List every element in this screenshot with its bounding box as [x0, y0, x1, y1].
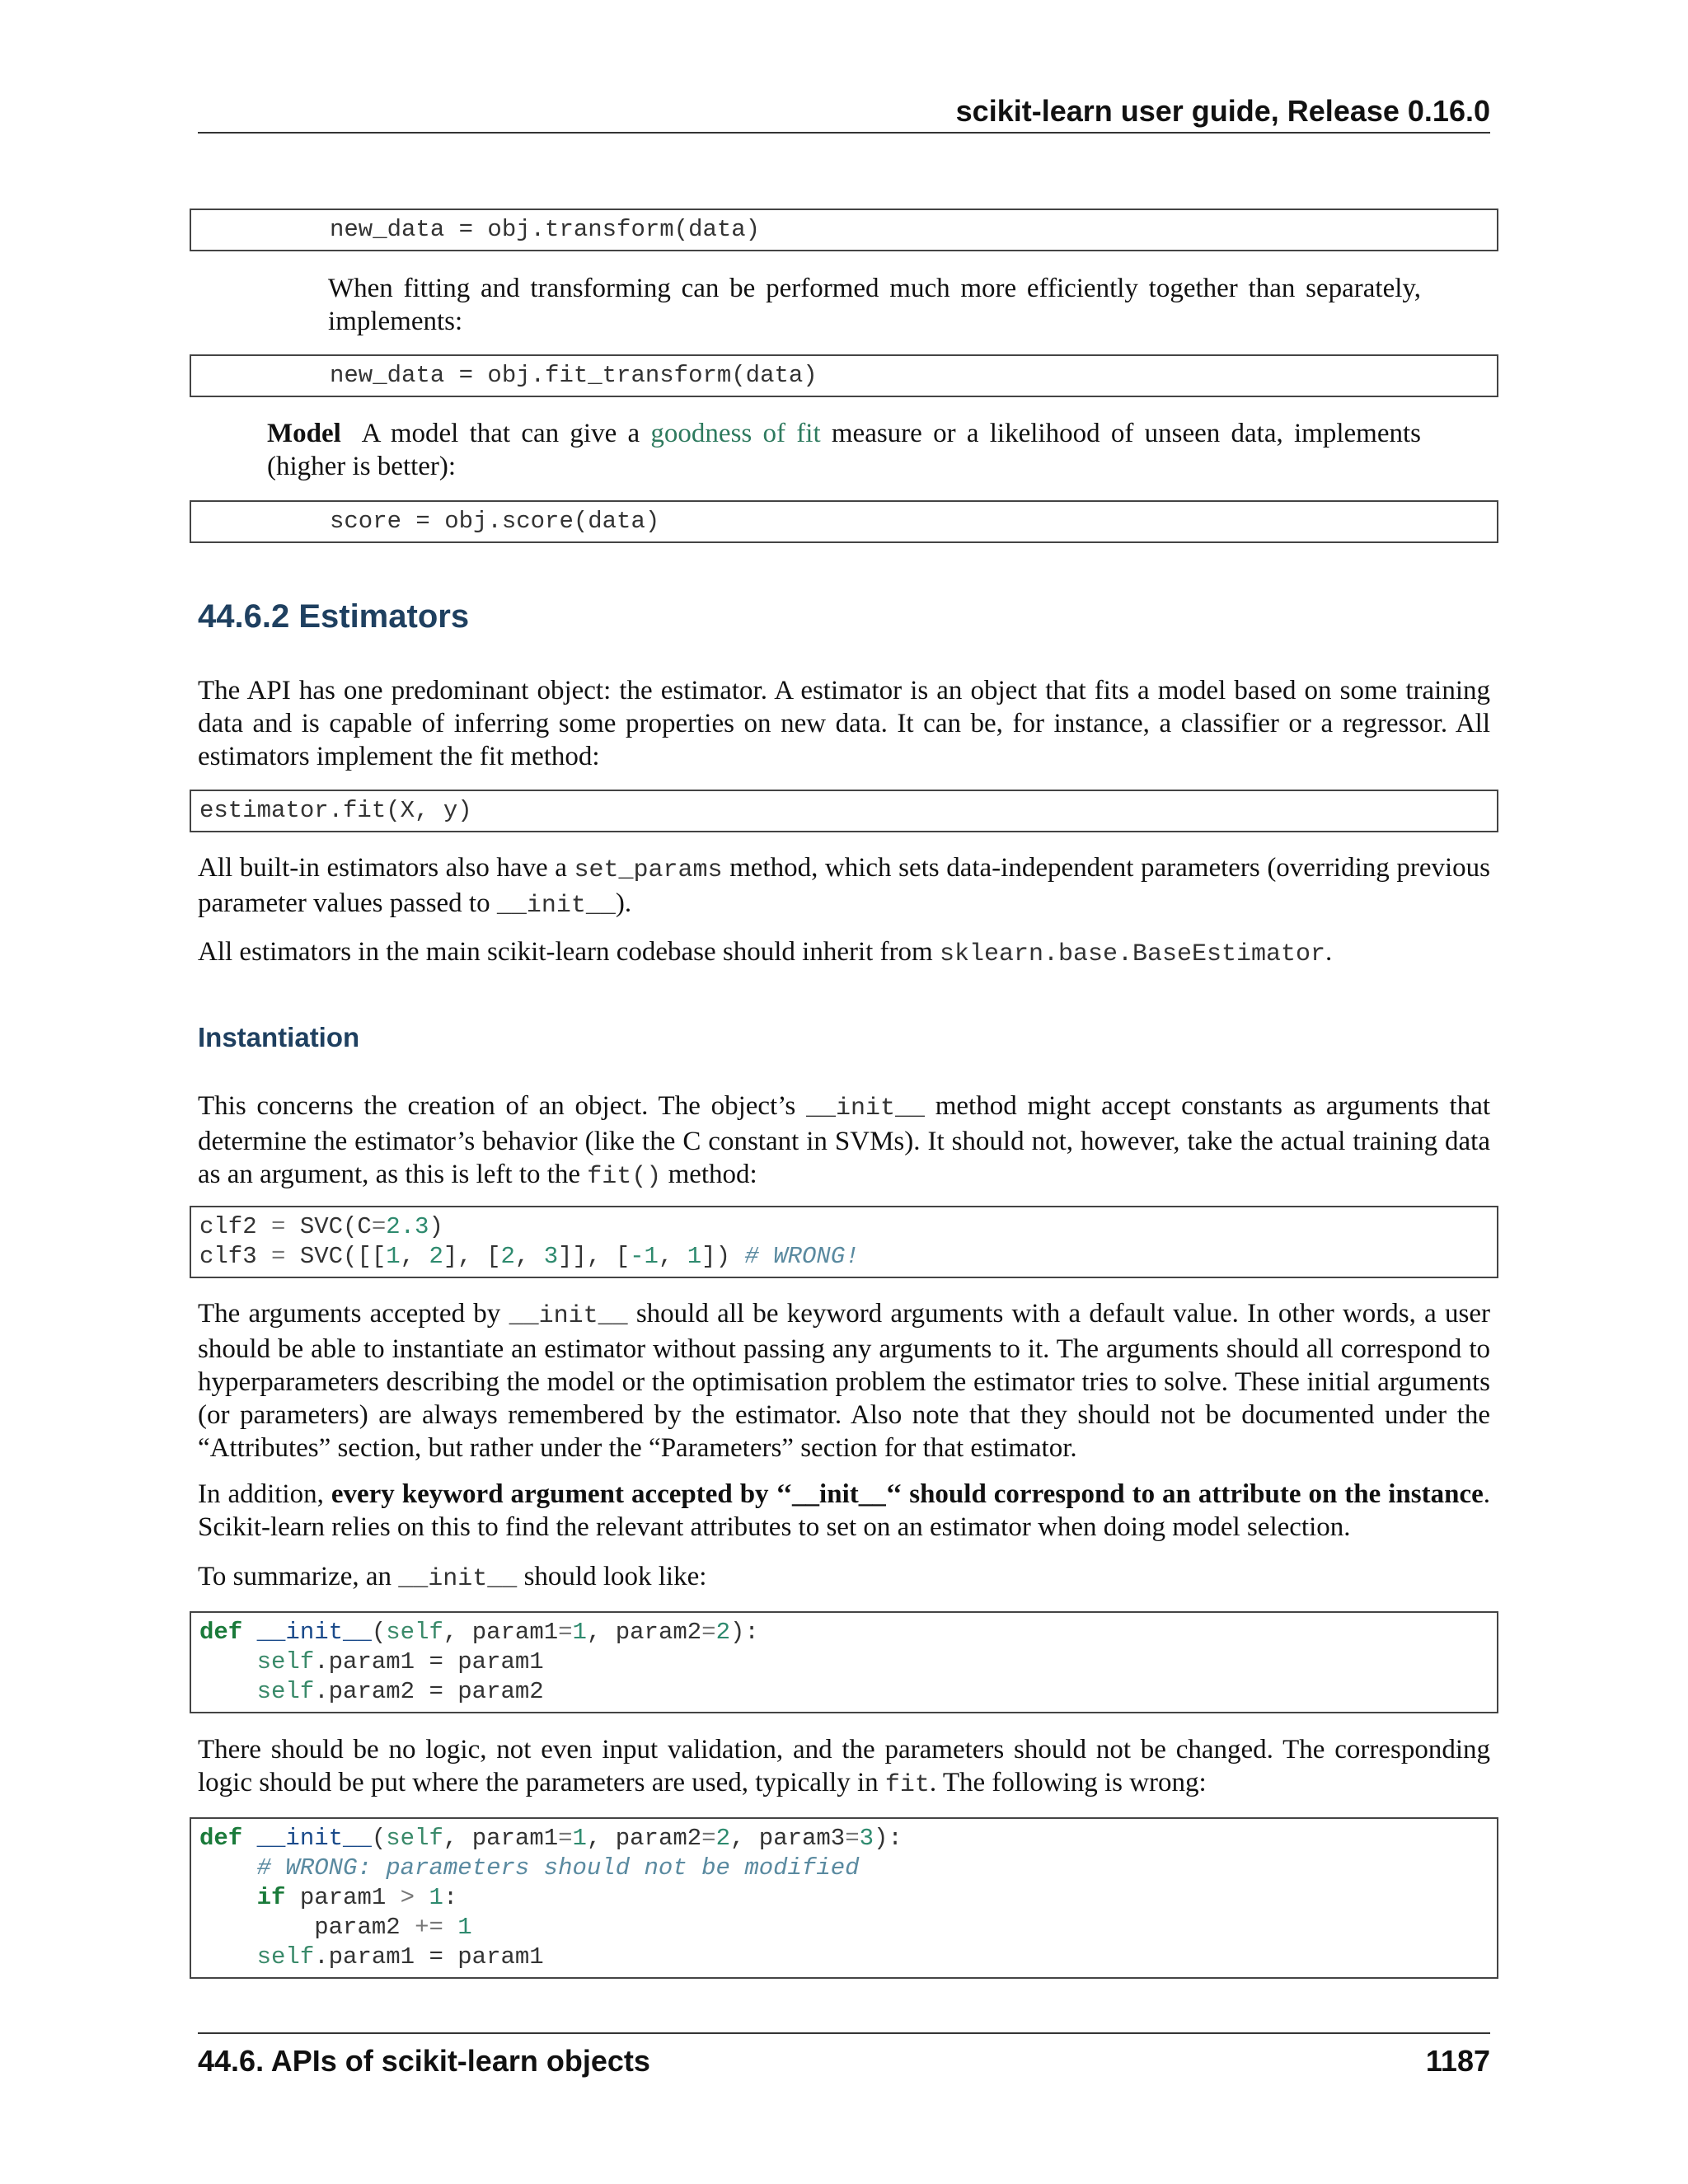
paragraph-api: The API has one predominant object: the estimator. A estimator is an object that fits a model based on some training data and is capable of inferring some properties on new data. It can be, for instance, a classifier or a regressor. All estimators implement the fit method: [198, 676, 1490, 771]
code-block-init-good [190, 1611, 1498, 1713]
goodness-of-fit-link[interactable]: goodness of fit [650, 419, 821, 448]
header-title: scikit-learn user guide, Release 0.16.0 [955, 94, 1490, 128]
code-block-transform [190, 209, 1498, 251]
paragraph-no-logic: There should be no logic, not even input validation, and the parameters should not be changed. The corresponding logic should be put where the parameters are used, typically in fit. The following is wrong: [198, 1735, 1490, 1799]
footer-section: 44.6. APIs of scikit-learn objects [198, 2044, 650, 2078]
code-block-estimator-fit [190, 790, 1498, 832]
definition-term: Model [267, 419, 341, 448]
code-line: new_data = obj.transform(data) [330, 216, 761, 243]
paragraph-inherit: All estimators in the main scikit-learn codebase should inherit from sklearn.base.BaseEstimator. [198, 937, 1333, 968]
code-line: self.param1 = param1 [256, 1648, 544, 1675]
section-heading: 44.6.2 Estimators [198, 598, 470, 635]
paragraph-fit-transform: When fitting and transforming can be performed much more efficiently together than separately, implements: [328, 274, 1421, 336]
code-line: def __init__(self, param1=1, param2=2, param3=3): [199, 1825, 903, 1852]
code-block-score [190, 500, 1498, 543]
paragraph-arguments: The arguments accepted by __init__ should all be keyword arguments with a default value. In other words, a user should be able to instantiate an estimator without passing any arguments to it. The arguments should all correspond to hyperparameters describing the model or the optimisation problem the estimator tries to solve. These initial arguments (or parameters) are always remembered by the estimator. Also note that they should not be documented under the “Attributes” section, but rather under the “Parameters” section for that estimator. [198, 1299, 1490, 1463]
code-block-svc [190, 1206, 1498, 1278]
paragraph-instantiation: This concerns the creation of an object. The object’s __init__ method might accept constants as arguments that determine the estimator’s behavior (like the C constant in SVMs). It should not, however, take the actual training data as an argument, as this is left to the fit() method: [198, 1091, 1491, 1191]
running-header [198, 91, 1490, 134]
code-line: score = obj.score(data) [330, 508, 660, 535]
code-block-fit-transform [190, 354, 1498, 397]
paragraph-summarize: To summarize, an __init__ should look like: [198, 1562, 707, 1593]
code-line: # WRONG: parameters should not be modified [256, 1854, 860, 1882]
code-line: clf3 = SVC([[1, 2], [2, 3]], [-1, 1]) # WRONG! [199, 1243, 860, 1270]
code-line: def __init__(self, param1=1, param2=2): [199, 1619, 759, 1646]
code-line: param2 += 1 [314, 1914, 472, 1941]
code-line: new_data = obj.fit_transform(data) [330, 362, 818, 389]
code-line: self.param1 = param1 [256, 1943, 544, 1971]
code-line: clf2 = SVC(C=2.3) [199, 1213, 443, 1240]
subsection-heading: Instantiation [198, 1022, 360, 1052]
definition-model: Model A model that can give a goodness of fit measure or a likelihood of unseen data, implements (higher is better): [267, 419, 1421, 481]
code-line: if param1 > 1: [256, 1884, 458, 1911]
running-footer [198, 2032, 1490, 2079]
code-block-init-wrong [190, 1817, 1498, 1979]
code-line: estimator.fit(X, y) [199, 797, 472, 824]
paragraph-addition: In addition, every keyword argument accepted by ‘‘__init__‘‘ should correspond to an attribute on the instance. Scikit-learn relies on this to find the relevant attributes to set on an estimator when doing model selection. [198, 1479, 1490, 1542]
page-number: 1187 [1425, 2044, 1490, 2078]
code-line: self.param2 = param2 [256, 1678, 544, 1705]
paragraph-set-params: All built-in estimators also have a set_params method, which sets data-independent parameters (overriding previous parameter values passed to __init__). [198, 853, 1490, 920]
